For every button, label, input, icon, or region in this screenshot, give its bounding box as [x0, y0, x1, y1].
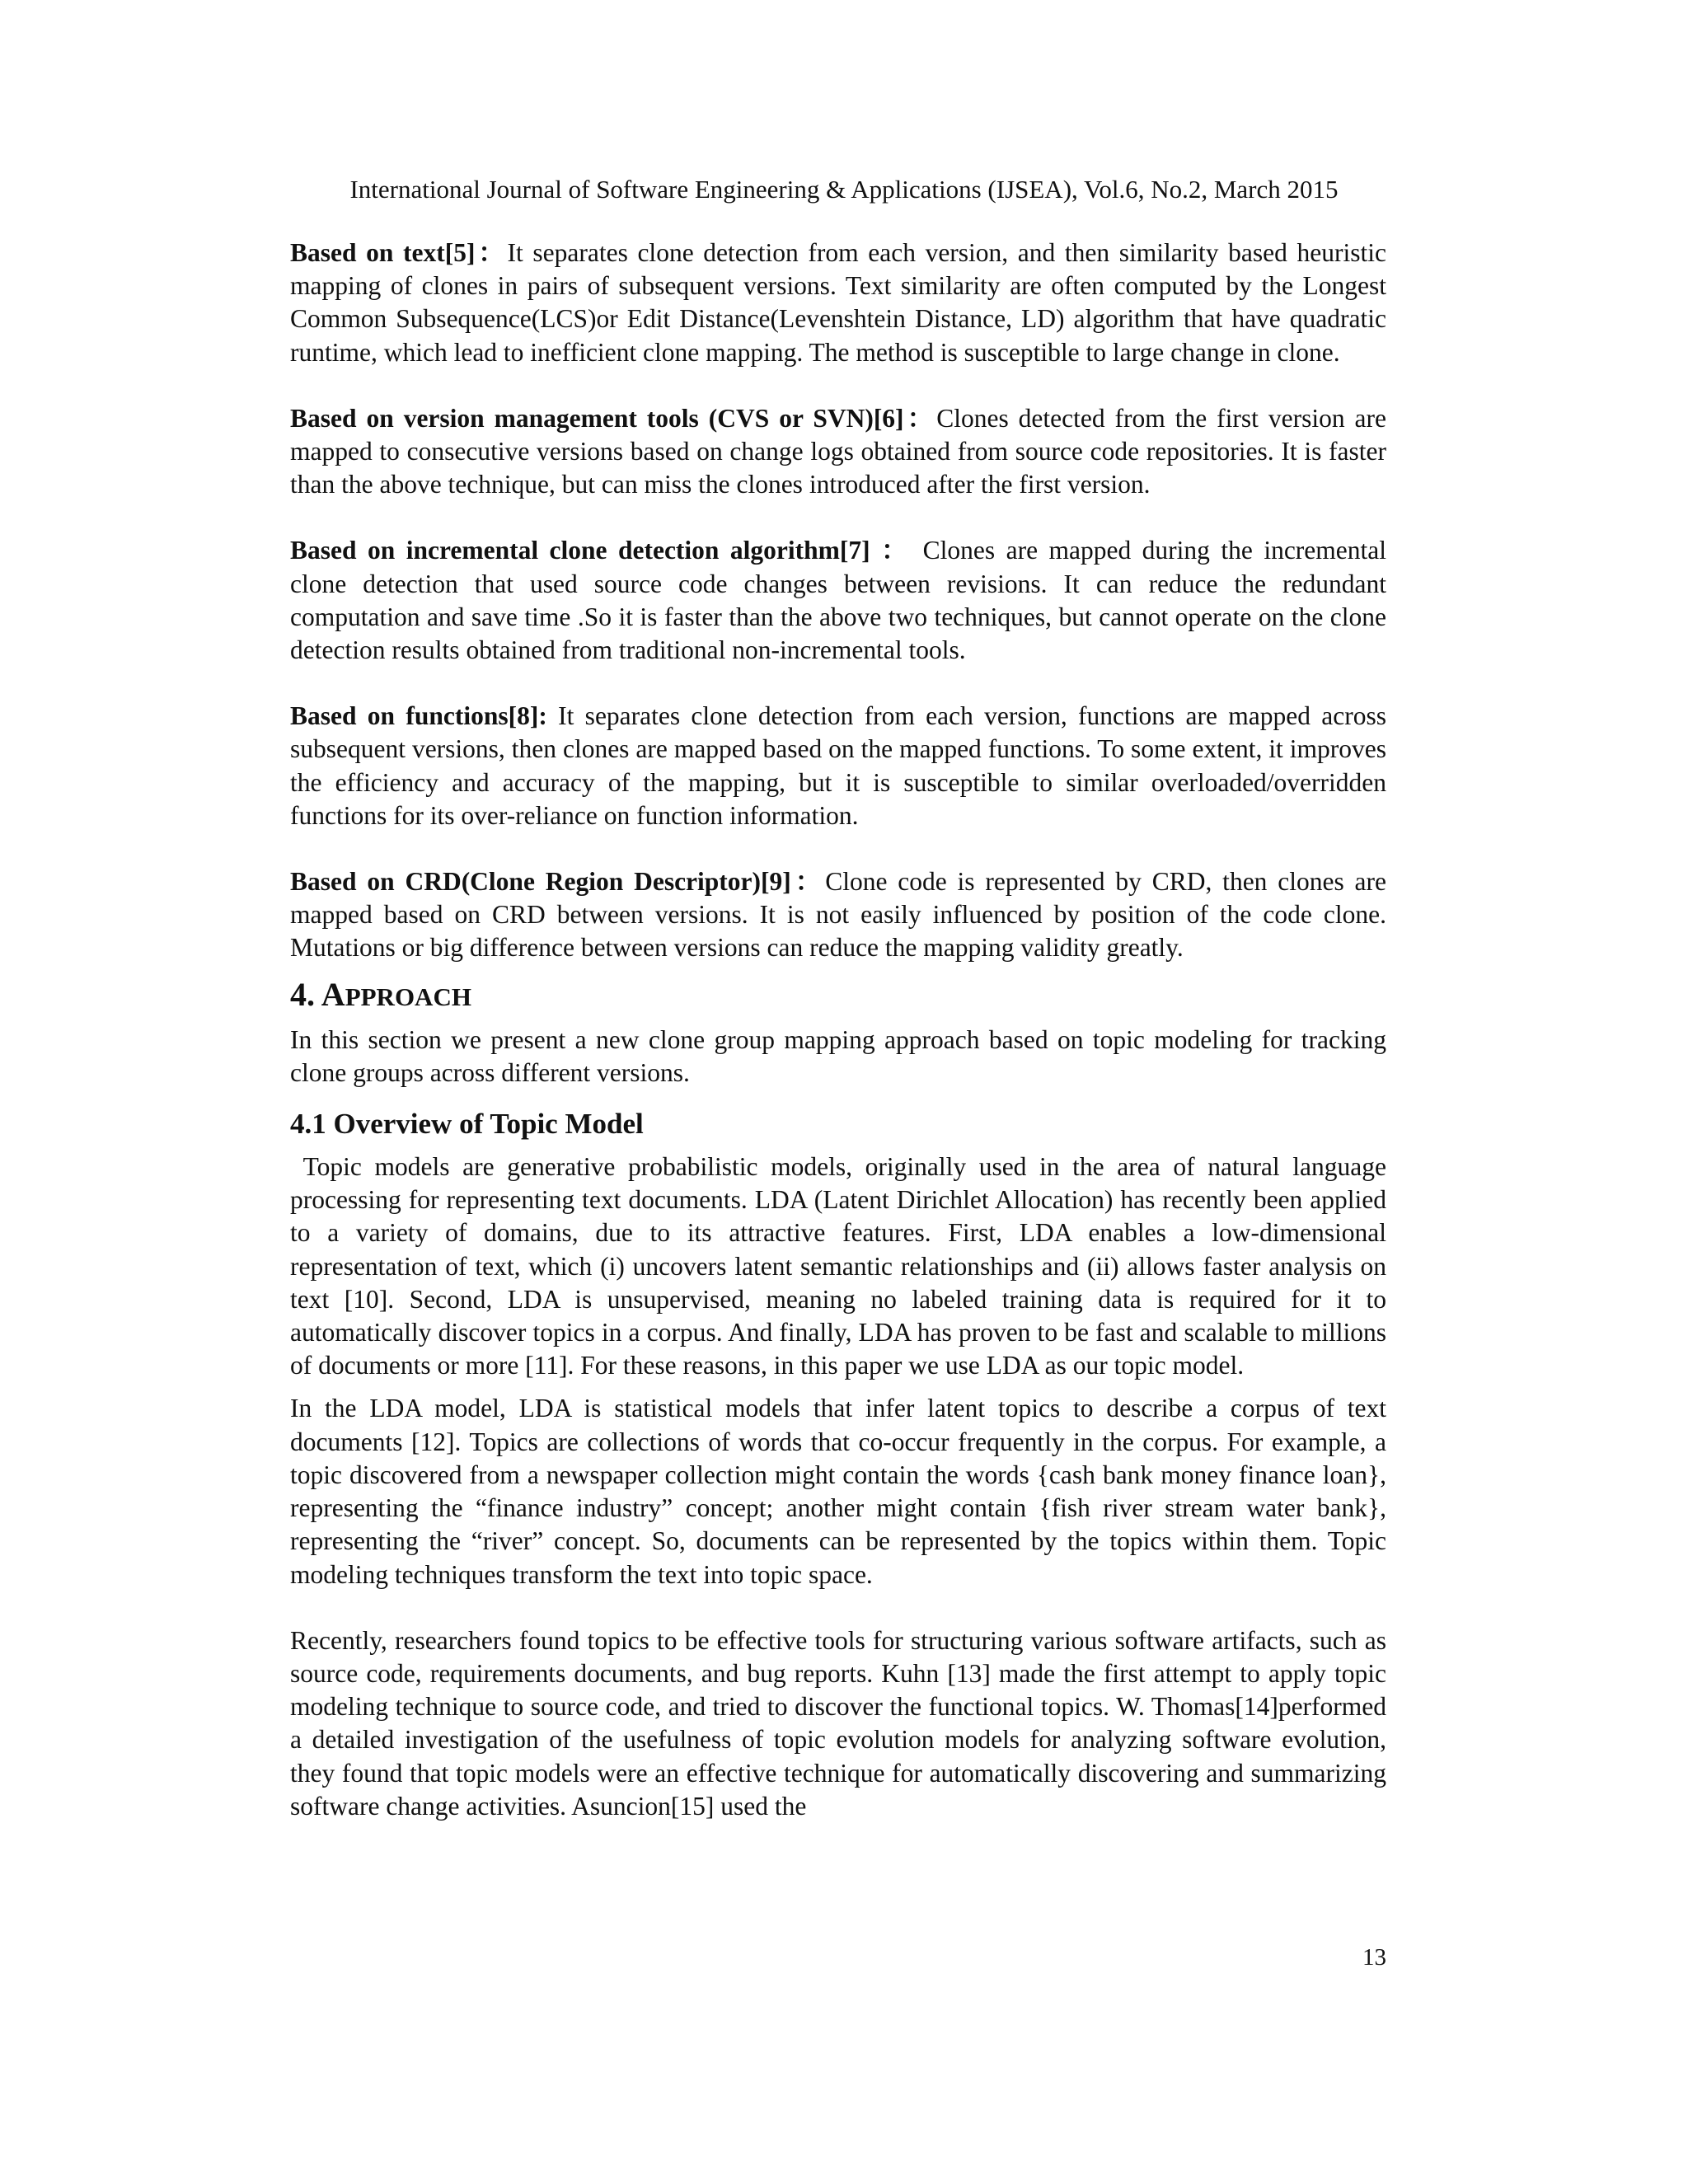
- paragraph-recent-research: Recently, researchers found topics to be effective tools for structuring various software artifacts, such as source code, requirements documents, and bug reports. Kuhn [13] made the first attempt to apply topic modeling technique to source code, and tried to discover the functional topics. W. Thomas[14]performed a detailed investigation of the usefulness of topic evolution models for analyzing software evolution, they found that topic models were an effective technique for automatically discovering and summarizing software change activities. Asuncion[15] used the: [290, 1625, 1386, 1821]
- paragraph-body: Clone code is represented by CRD, then clones are mapped based on CRD between versions. It is not easily influenced by position of the code clone. Mutations or big difference between versions can reduce the mapping validity greatly.: [290, 867, 1387, 963]
- paragraph-lead: Based on version management tools (CVS or SVN)[6]: [290, 403, 904, 433]
- paragraph-body: Clones are mapped during the incremental clone detection that used source code changes between revisions. It can reduce the redundant computation and save time .So it is faster than the above two techniques, but cannot operate on the clone detection results obtained from traditional non-incremental tools.: [290, 536, 1386, 665]
- page-number: 13: [1362, 1944, 1386, 1971]
- paragraph-body: Clones detected from the first version are mapped to consecutive versions based on change logs obtained from source code repositories. It is faster than the above technique, but can miss the clones introduced after the first version.: [290, 403, 1386, 499]
- section-title-rest: PPROACH: [345, 982, 471, 1011]
- paragraph-separator: ：: [903, 403, 937, 433]
- paragraph-functions: [290, 700, 1386, 832]
- subsection-heading-topic-model: 4.1 Overview of Topic Model: [290, 1108, 644, 1141]
- section-intro-paragraph: In this section we present a new clone group mapping approach based on topic modeling for tracking clone groups across different versions.: [290, 1024, 1386, 1087]
- paragraph-lda-model: In the LDA model, LDA is statistical models that infer latent topics to describe a corpus of text documents [12]. Topics are collections of words that co-occur frequently in the corpus. For example, a topic discovered from a newspaper collection might contain the words {cash bank money finance loan}, representing the “finance industry” concept; another might contain {fish river stream water bank}, representing the “river” concept. So, documents can be represented by the topics within them. Topic modeling techniques transform the text into topic space.: [290, 1394, 1386, 1589]
- paragraph-body: It separates clone detection from each version, functions are mapped across subsequent versions, then clones are mapped based on the mapped functions. To some extent, it improves the efficiency and accuracy of the mapping, but it is susceptible to similar overloaded/overridden functions for its over-reliance on function information.: [290, 701, 1386, 830]
- paragraph-body: Topic models are generative probabilistic models, originally used in the area of natural language processing for representing text documents. LDA (Latent Dirichlet Allocation) has recently been applied to a variety of domains, due to its attractive features. First, LDA enables a low-dimensional representation of text, which (i) uncovers latent semantic relationships and (ii) allows faster analysis on text [10]. Second, LDA is unsupervised, meaning no labeled training data is required for it to automatically discover topics in a corpus. And finally, LDA has proven to be fast and scalable to millions of documents or more [11]. For these reasons, in this paper we use LDA as our topic model.: [290, 1152, 1386, 1380]
- paragraph-version-tools: [290, 402, 1386, 502]
- paragraph-crd: [290, 865, 1386, 965]
- paragraph-topic-models: [290, 1151, 1386, 1382]
- paragraph-separator: ：: [790, 867, 826, 897]
- paragraph-separator: ：: [475, 238, 508, 267]
- section-heading-approach: [290, 975, 1386, 1017]
- running-header: International Journal of Software Engineering & Applications (IJSEA), Vol.6, No.2, March 2015: [349, 175, 1339, 204]
- paragraph-separator: ：: [870, 536, 912, 565]
- paragraph-lead: Based on functions[8]:: [290, 701, 547, 731]
- paragraph-lead: Based on CRD(Clone Region Descriptor)[9]: [290, 867, 791, 897]
- section-number: 4.: [290, 975, 321, 1013]
- section-title-initial: A: [321, 975, 345, 1013]
- paragraph-lead: Based on text[5]: [290, 238, 476, 267]
- page-body: [290, 237, 1386, 1856]
- paragraph-text-based: [290, 237, 1386, 369]
- paragraph-incremental: [290, 534, 1386, 667]
- paragraph-lead: Based on incremental clone detection algorithm[7]: [290, 536, 870, 565]
- paragraph-body: It separates clone detection from each version, and then similarity based heuristic mapping of clones in pairs of subsequent versions. Text similarity are often computed by the Longest Common Subsequence(LCS)or Edit Distance(Levenshtein Distance, LD) algorithm that have quadratic runtime, which lead to inefficient clone mapping. The method is susceptible to large change in clone.: [290, 238, 1386, 367]
